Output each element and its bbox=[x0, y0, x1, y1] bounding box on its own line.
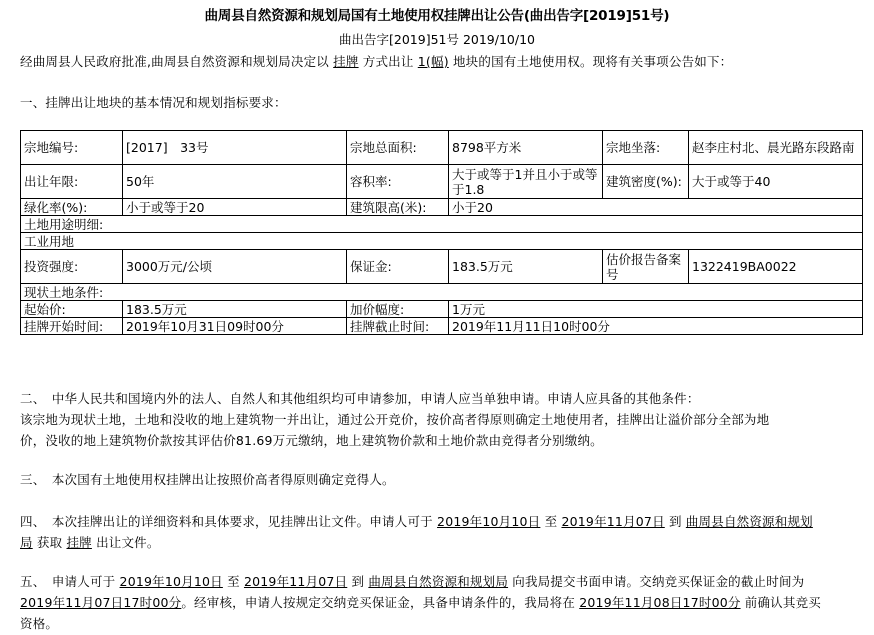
s4-organization: 曲周县自然资源和规划 bbox=[685, 514, 813, 529]
table-row bbox=[21, 216, 863, 233]
increment-label: 加价幅度: bbox=[347, 301, 449, 318]
page-title: 曲周县自然资源和规划局国有土地使用权挂牌出让公告(曲出告字[2019]51号) bbox=[204, 8, 670, 24]
term-label: 出让年限: bbox=[21, 165, 123, 199]
section-2-line-1: 二、 中华人民共和国境内外的法人、自然人和其他组织均可申请参加，申请人应当单独申请。申请人应具备的其他条件： bbox=[20, 391, 700, 406]
s4-organization-cont: 局 bbox=[20, 535, 33, 550]
parcel-number-label: 宗地编号: bbox=[21, 131, 123, 165]
listing-end-label: 挂牌截止时间: bbox=[347, 318, 449, 335]
deposit-value: 183.5万元 bbox=[449, 250, 603, 284]
listing-start-value: 2019年10月31日09时00分 bbox=[123, 318, 347, 335]
deposit-label: 保证金: bbox=[347, 250, 449, 284]
intro-paragraph: 经曲周县人民政府批准,曲周县自然资源和规划局决定以 挂牌 方式出让 1(幅) 地块的国有土地使用权。现将有关事项公告如下： bbox=[20, 54, 733, 69]
table-row bbox=[21, 318, 863, 335]
s4-mode: 挂牌 bbox=[66, 535, 92, 550]
listing-start-label: 挂牌开始时间: bbox=[21, 318, 123, 335]
parcel-info-table bbox=[20, 130, 863, 335]
land-use-label: 土地用途明细: bbox=[21, 216, 863, 233]
s4-start-date: 2019年10月10日 bbox=[437, 514, 541, 529]
table-row bbox=[21, 131, 863, 165]
deposit-deadline: 2019年11月07日17时00分 bbox=[20, 595, 182, 610]
section-5-line-2: 2019年11月07日17时00分。经审核，申请人按规定交纳竞买保证金，具备申请条件的，我局将在 2019年11月08日17时00分 前确认其竞买 bbox=[20, 595, 821, 610]
plot-ratio-label: 容积率: bbox=[347, 165, 449, 199]
table-row bbox=[21, 233, 863, 250]
table-row bbox=[21, 165, 863, 199]
appraisal-record-label: 估价报告备案号 bbox=[603, 250, 689, 284]
location-label: 宗地坐落: bbox=[603, 131, 689, 165]
listing-end-value: 2019年11月11日10时00分 bbox=[449, 318, 863, 335]
height-limit-label: 建筑限高(米): bbox=[347, 199, 449, 216]
s5-organization: 曲周县自然资源和规划局 bbox=[368, 574, 509, 589]
table-row bbox=[21, 250, 863, 284]
starting-price-label: 起始价: bbox=[21, 301, 123, 318]
s5-end-date: 2019年11月07日 bbox=[243, 574, 348, 589]
height-limit-value: 小于20 bbox=[449, 199, 863, 216]
qualification-confirm-time: 2019年11月08日17时00分 bbox=[579, 595, 741, 610]
section-4-line-2: 局 获取 挂牌 出让文件。 bbox=[20, 535, 160, 550]
green-rate-label: 绿化率(%): bbox=[21, 199, 123, 216]
section-3: 三、 本次国有土地使用权挂牌出让按照价高者得原则确定竞得人。 bbox=[20, 472, 395, 487]
transfer-mode: 挂牌 bbox=[333, 54, 359, 69]
investment-intensity-value: 3000万元/公顷 bbox=[123, 250, 347, 284]
table-row bbox=[21, 301, 863, 318]
land-use-value: 工业用地 bbox=[21, 233, 863, 250]
table-row bbox=[21, 199, 863, 216]
green-rate-value: 小于或等于20 bbox=[123, 199, 347, 216]
land-condition-label: 现状土地条件: bbox=[21, 284, 863, 301]
parcel-count: 1(幅) bbox=[417, 54, 449, 69]
starting-price-value: 183.5万元 bbox=[123, 301, 347, 318]
s5-start-date: 2019年10月10日 bbox=[119, 574, 223, 589]
parcel-number-value: [2017] 33号 bbox=[123, 131, 347, 165]
location-value: 赵李庄村北、晨光路东段路南 bbox=[689, 131, 863, 165]
table-row bbox=[21, 284, 863, 301]
announcement-number-date: 曲出告字[2019]51号 2019/10/10 bbox=[339, 32, 535, 47]
section-5-line-3: 资格。 bbox=[20, 616, 59, 631]
total-area-label: 宗地总面积: bbox=[347, 131, 449, 165]
section-4-line-1: 四、 本次挂牌出让的详细资料和具体要求，见挂牌出让文件。申请人可于 2019年10月10日 至 2019年11月07日 到 曲周县自然资源和规划 bbox=[20, 514, 813, 529]
section-2-line-2: 该宗地为现状土地，土地和没收的地上建筑物一并出让，通过公开竞价，按价高者得原则确定土地使用者，挂牌出让溢价部分全部为地 bbox=[20, 412, 770, 427]
investment-intensity-label: 投资强度: bbox=[21, 250, 123, 284]
term-value: 50年 bbox=[123, 165, 347, 199]
appraisal-record-value: 1322419BA0022 bbox=[689, 250, 863, 284]
plot-ratio-value: 大于或等于1并且小于或等于1.8 bbox=[449, 165, 603, 199]
building-density-label: 建筑密度(%): bbox=[603, 165, 689, 199]
total-area-value: 8798平方米 bbox=[449, 131, 603, 165]
section-2-line-3: 价，没收的地上建筑物价款按其评估价81.69万元缴纳，地上建筑物价款和土地价款由竞得者分别缴纳。 bbox=[20, 433, 603, 448]
increment-value: 1万元 bbox=[449, 301, 863, 318]
section-1-heading: 一、挂牌出让地块的基本情况和规划指标要求： bbox=[20, 95, 287, 110]
s4-end-date: 2019年11月07日 bbox=[561, 514, 665, 529]
section-5-line-1: 五、 申请人可于 2019年10月10日 至 2019年11月07日 到 曲周县自然资源和规划局 向我局提交书面申请。交纳竞买保证金的截止时间为 bbox=[20, 574, 805, 589]
building-density-value: 大于或等于40 bbox=[689, 165, 863, 199]
